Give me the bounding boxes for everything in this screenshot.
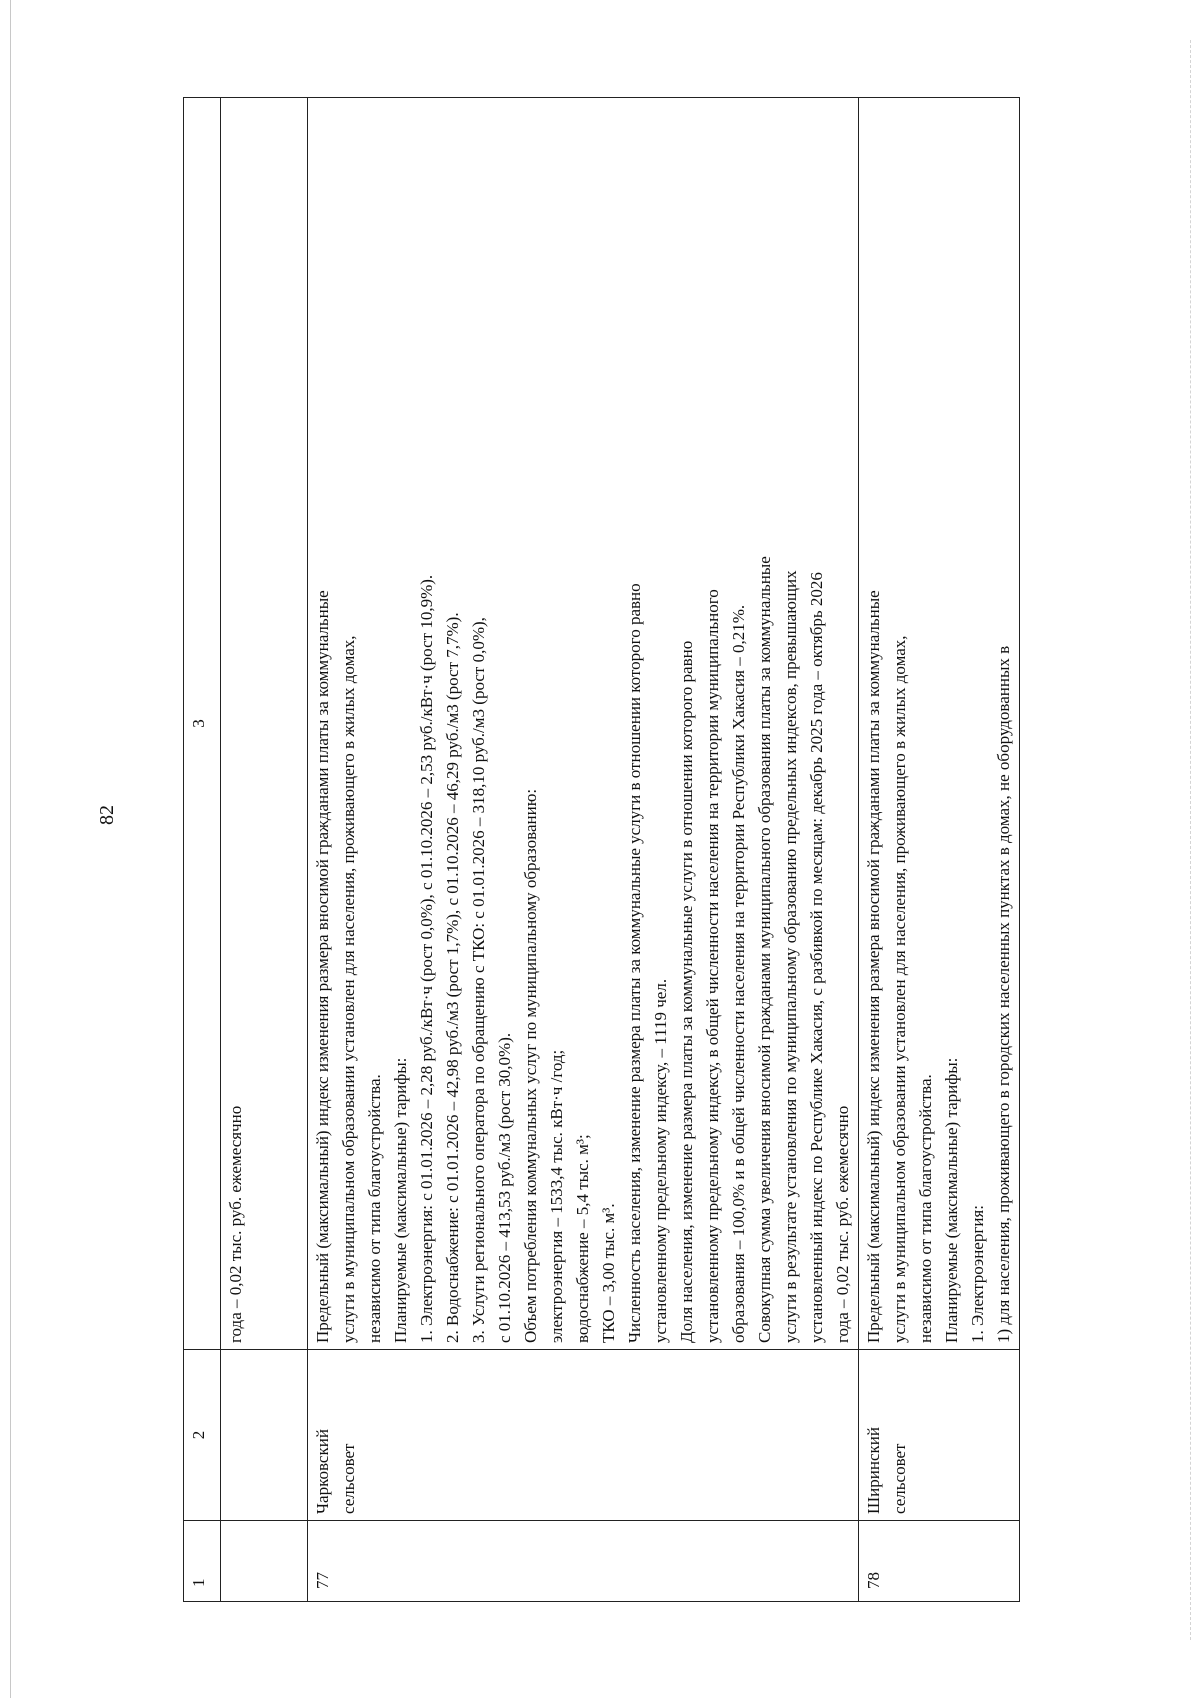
municipality-name: Чарковский сельсовет bbox=[308, 1350, 859, 1521]
row-number: 78 bbox=[859, 1521, 1020, 1602]
text-line: Доля населения, изменение размера платы за коммунальные услуги в отношении которого равно bbox=[677, 640, 696, 1343]
table-row bbox=[308, 98, 859, 1602]
text-line: 3. Услуги регионального оператора по обращению с ТКО: с 01.01.2026 – 318,10 руб./м3 (рост 0,0%), bbox=[469, 617, 488, 1343]
row-number: 77 bbox=[308, 1521, 859, 1602]
text-line: услуги в результате установления по муниципальному образованию предельных индексов, превышающих bbox=[781, 570, 800, 1343]
scan-edge-right bbox=[1190, 40, 1191, 1640]
text-line: услуги в муниципальном образовании установлен для населения, проживающего в жилых домах, bbox=[890, 635, 909, 1343]
header-col-3: 3 bbox=[184, 98, 221, 1350]
text-line: образования – 100,0% и в общей численности населения на территории Республики Хакасия – 0,21%. bbox=[729, 604, 748, 1343]
text-line: услуги в муниципальном образовании установлен для населения, проживающего в жилых домах, bbox=[339, 635, 358, 1343]
page-number: 82 bbox=[96, 805, 118, 825]
text-line: независимо от типа благоустройства. bbox=[365, 1074, 384, 1343]
text-line: 1. Электроэнергия: с 01.01.2026 – 2,28 руб./кВт·ч (рост 0,0%), с 01.10.2026 – 2,53 руб./кВт·ч (рост 10,9%). bbox=[417, 574, 436, 1343]
text-line: Предельный (максимальный) индекс изменения размера вносимой гражданами платы за коммунальные bbox=[864, 590, 883, 1343]
text-line: Планируемые (максимальные) тарифы: bbox=[391, 1057, 410, 1343]
continuation-name-cell bbox=[221, 1350, 308, 1521]
scan-edge-left bbox=[10, 0, 11, 1698]
continuation-num-cell bbox=[221, 1521, 308, 1602]
continuation-row bbox=[221, 98, 308, 1602]
text-line: 2. Водоснабжение: с 01.01.2026 – 42,98 руб./м3 (рост 1,7%), с 01.10.2026 – 46,29 руб./м3 (рост 7,7%). bbox=[443, 612, 462, 1343]
row-description bbox=[859, 98, 1020, 1350]
header-col-1: 1 bbox=[184, 1521, 221, 1602]
text-line: Численность населения, изменение размера платы за коммунальные услуги в отношении которого равно bbox=[625, 583, 644, 1343]
header-col-2: 2 bbox=[184, 1350, 221, 1521]
text-line: 1) для населения, проживающего в городских населенных пунктах в домах, не оборудованных в bbox=[994, 645, 1013, 1343]
text-line: водоснабжение – 5,4 тыс. м³; bbox=[573, 1134, 592, 1343]
text-line: Объем потребления коммунальных услуг по муниципальному образованию: bbox=[521, 788, 540, 1343]
text-line: ТКО – 3,00 тыс. м³. bbox=[599, 1203, 618, 1343]
text-line: с 01.10.2026 – 413,53 руб./м3 (рост 30,0%). bbox=[495, 1032, 514, 1343]
rotated-page-content bbox=[183, 97, 1053, 1602]
table-header-row bbox=[184, 98, 221, 1602]
text-line: установленному предельному индексу, – 1119 чел. bbox=[651, 978, 670, 1343]
text-line: установленному предельному индексу, в общей численности населения на территории муниципального bbox=[703, 589, 722, 1343]
tariff-table bbox=[183, 97, 1020, 1602]
text-line: Планируемые (максимальные) тарифы: bbox=[942, 1057, 961, 1343]
text-line: Предельный (максимальный) индекс изменения размера вносимой гражданами платы за коммунальные bbox=[313, 590, 332, 1343]
text-line: года – 0,02 тыс. руб. ежемесячно bbox=[833, 1105, 852, 1343]
text-line: электроэнергия – 1533,4 тыс. кВт·ч /год; bbox=[547, 1049, 566, 1343]
continuation-text: года – 0,02 тыс. руб. ежемесячно bbox=[221, 98, 308, 1350]
table-row bbox=[859, 98, 1020, 1602]
row-description bbox=[308, 98, 859, 1350]
text-line: 1. Электроэнергия: bbox=[968, 1205, 987, 1343]
text-line: Совокупная сумма увеличения вносимой гражданами муниципального образования платы за коммунальные bbox=[755, 556, 774, 1343]
text-line: установленный индекс по Республике Хакасия, с разбивкой по месяцам: декабрь 2025 года – октябрь 2026 bbox=[807, 572, 826, 1343]
municipality-name: Ширинский сельсовет bbox=[859, 1350, 1020, 1521]
text-line: независимо от типа благоустройства. bbox=[916, 1074, 935, 1343]
